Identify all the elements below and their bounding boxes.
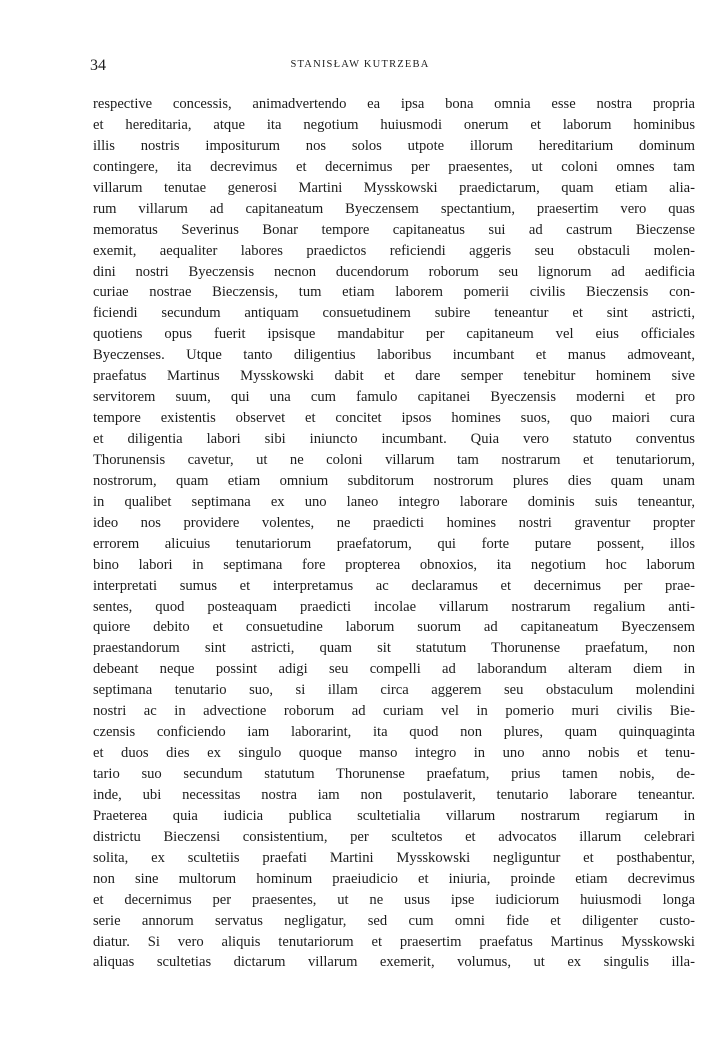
text-line: solita, ex scultetiis praefati Martini Mysskowski negliguntur et posthabentur, xyxy=(93,849,695,866)
text-line: tario suo secundum statutum Thorunense praefatum, prius tamen nobis, de- xyxy=(93,766,695,782)
text-line: respective concessis, animadvertendo ea ipsa bona omnia esse nostra propria xyxy=(93,96,695,112)
text-line: contingere, ita decrevimus et decernimus per praesentes, ut coloni omnes tam xyxy=(93,158,695,175)
text-line: servitorem suum, qui una cum famulo capitanei Byeczensis moderni et pro xyxy=(93,389,695,406)
text-line: et hereditaria, atque ita negotium huiusmodi onerum et laborum hominibus xyxy=(93,116,695,133)
text-line: tempore existentis observet et concitet ipsos homines suos, quo maiori cura xyxy=(93,410,695,427)
text-line: quotiens opus fuerit ipsisque mandabitur per capitaneum vel eius officiales xyxy=(93,326,695,343)
text-line: inde, ubi necessitas nostra iam non postulaverit, tenutario laborare teneantur. xyxy=(93,786,695,803)
text-line: septimana tenutario suo, si illam circa aggerem seu obstaculum molendini xyxy=(93,682,695,699)
text-line: ficiendi secundum antiquam consuetudinem subire teneantur et sint astricti, xyxy=(93,305,695,322)
text-line: serie annorum servatus negligatur, sed cum omni fide et diligenter custo- xyxy=(93,912,695,929)
text-line: praestandorum sint astricti, quam sit statutum Thorunense praefatum, non xyxy=(93,640,695,657)
text-line: debeant neque possint adigi seu compelli ad laborandum alteram diem in xyxy=(93,661,695,678)
page-number: 34 xyxy=(90,57,106,74)
text-line: quiore debito et consuetudine laborum suorum ad capitaneatum Byeczensem xyxy=(93,619,695,636)
text-line: curiae nostrae Bieczensis, tum etiam laborem pomerii civilis Bieczensis con- xyxy=(93,284,695,301)
text-line: nostrorum, quam etiam omnium subditorum nostrorum plures dies quam unam xyxy=(93,472,695,489)
text-line: villarum tenutae generosi Martini Mysskowski praedictarum, quam etiam alia- xyxy=(93,179,695,196)
text-line: praefatus Martinus Mysskowski dabit et dare semper tenebitur hominem sive xyxy=(93,368,695,385)
text-line: aliquas scultetias dictarum villarum exemerit, volumus, ut ex singulis illa- xyxy=(93,954,695,971)
text-line: czensis conficiendo iam laborarint, ita quod non plures, quam quinquaginta xyxy=(93,724,695,741)
text-line: Thorunensis cavetur, ut ne coloni villarum tam nostrarum et tenutariorum, xyxy=(93,451,695,468)
text-line: errorem alicuius tenutariorum praefatorum, qui forte putare possent, illos xyxy=(93,535,695,552)
text-line: rum villarum ad capitaneatum Byeczensem spectantium, praesertim vero quas xyxy=(93,200,695,217)
running-head: STANISŁAW KUTRZEBA xyxy=(290,59,430,70)
text-line: non sine multorum hominum praeiudicio et iniuria, proinde etiam decrevimus xyxy=(93,870,695,887)
text-line: et diligentia labori sibi iniuncto incumbant. Quia vero statuto conventus xyxy=(93,431,695,447)
text-line: Byeczenses. Utque tanto diligentius laboribus incumbant et manus admoveant, xyxy=(93,347,695,364)
text-line: Praeterea quia iudicia publica scultetialia villarum nostrarum regiarum in xyxy=(93,807,695,824)
text-line: et decernimus per praesentes, ut ne usus ipse iudiciorum huiusmodi longa xyxy=(93,891,695,908)
text-line: exemit, aequaliter labores praedictos reficiendi aggeris seu obstaculi molen- xyxy=(93,242,695,259)
text-line: interpretati sumus et interpretamus ac declaramus et decernimus per prae- xyxy=(93,577,695,594)
text-line: et duos dies ex singulo quoque manso integro in uno anno nobis et tenu- xyxy=(93,745,695,762)
text-line: districtu Bieczensi consistentium, per scultetos et advocatos illarum celebrari xyxy=(93,828,695,845)
text-line: ideo nos providere volentes, ne praedicti homines nostri graventur propter xyxy=(93,514,695,531)
text-line: dini nostri Byeczensis necnon ducendorum roborum seu lignorum ad aedificia xyxy=(93,263,695,280)
text-line: diatur. Si vero aliquis tenutariorum et praesertim praefatus Martinus Mysskowski xyxy=(93,933,695,950)
text-line: sentes, quod posteaquam praedicti incolae villarum nostrarum regalium anti- xyxy=(93,598,695,615)
text-line: illis nostris impositurum nos solos utpote illorum hereditarium dominum xyxy=(93,137,695,154)
text-line: in qualibet septimana ex uno laneo integro laborare dominis suis teneantur, xyxy=(93,493,695,510)
body-text xyxy=(93,94,695,973)
text-line: bino labori in septimana fore propterea obnoxios, ita negotium hoc laborum xyxy=(93,556,695,573)
text-line: nostri ac in advectione roborum ad curiam vel in pomerio muri civilis Bie- xyxy=(93,703,695,720)
text-line: memoratus Severinus Bonar tempore capitaneatus sui ad castrum Bieczense xyxy=(93,221,695,238)
